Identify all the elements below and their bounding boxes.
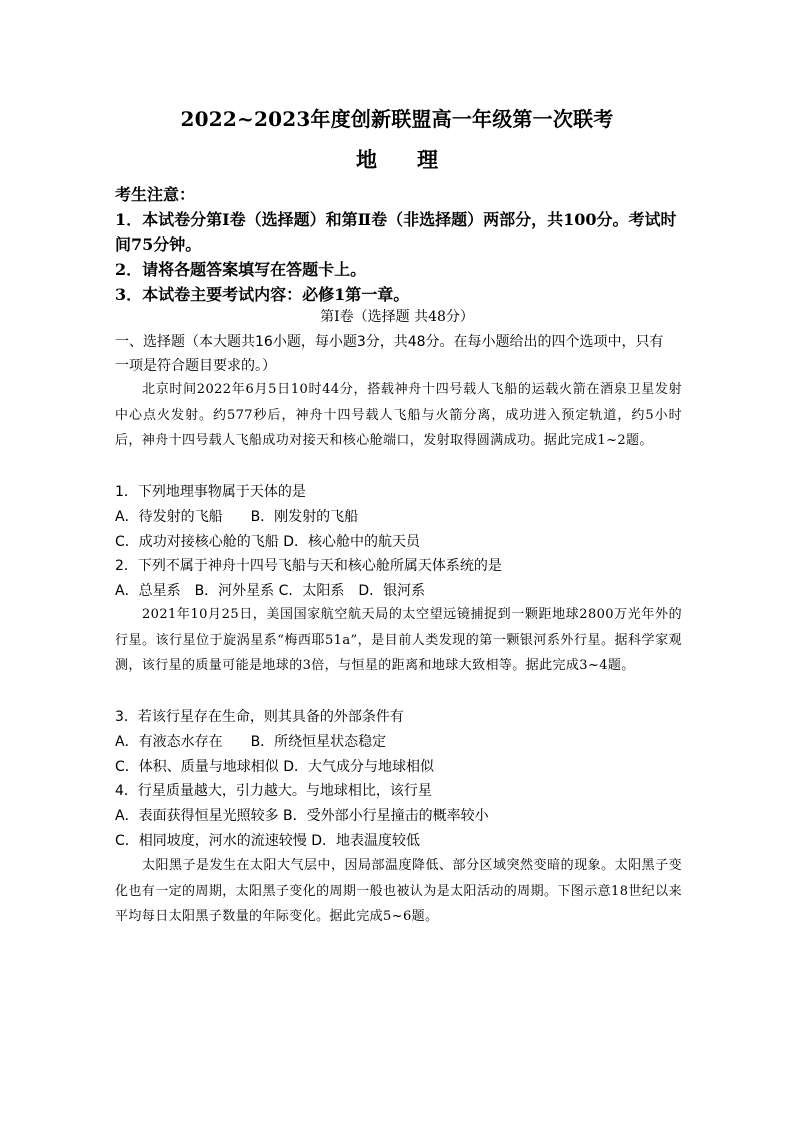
question-1-options-line-2: C．成功对接核心舱的飞船 D．核心舱中的航天员 [115, 534, 421, 550]
question-4-options-line-2: C．相同坡度，河水的流速较慢 D．地表温度较低 [115, 833, 421, 849]
subject-char-1: 地 [356, 147, 377, 172]
question-1-stem: 1．下列地理事物属于天体的是 [115, 484, 306, 500]
question-2-options-line-1: A．总星系 B．河外星系 C．太阳系 D．银河系 [115, 583, 426, 599]
exam-title: 2022~2023年度创新联盟高一年级第一次联考 [180, 107, 614, 131]
notice-heading: 考生注意： [115, 185, 196, 204]
notice-item-2: 2．请将各题答案填写在答题卡上。 [115, 260, 367, 279]
subject-char-2: 理 [417, 147, 438, 172]
question-3-options-line-2: C．体积、质量与地球相似 D．大气成分与地球相似 [115, 759, 435, 775]
question-1-options-line-1: A．待发射的飞船 B．刚发射的飞船 [115, 509, 359, 525]
notice-item-3: 3．本试卷主要考试内容：必修1第一章。 [115, 285, 410, 304]
passage-3: 太阳黑子是发生在太阳大气层中，因局部温度降低、部分区域突然变暗的现象。太阳黑子变化也有一定的周期，太阳黑子变化的周期一般也被认为是太阳活动的周期。下图示意18世纪以来平均每日太阳黑子数量的年际变化。据此完成5~6题。 [115, 858, 682, 924]
question-4-options-line-1: A．表面获得恒星光照较多 B．受外部小行星撞击的概率较小 [115, 808, 489, 824]
notice-item-1-line-1: 1．本试卷分第Ⅰ卷（选择题）和第Ⅱ卷（非选择题）两部分，共100分。考试时 [115, 210, 677, 229]
section-1-intro-line-2: 一项是符合题目要求的。） [115, 358, 276, 374]
passage-1: 北京时间2022年6月5日10时44分，搭载神舟十四号载人飞船的运载火箭在酒泉卫星发射中心点火发射。约577秒后，神舟十四号载人飞船与火箭分离，成功进入预定轨道，约5小时后，神舟十四号载人飞船成功对接天和核心舱端口，发射取得圆满成功。据此完成1~2题。 [115, 382, 682, 448]
question-2-stem: 2．下列不属于神舟十四号飞船与天和核心舱所属天体系统的是 [115, 558, 502, 574]
question-4-stem: 4．行星质量越大，引力越大。与地球相比，该行星 [115, 783, 432, 799]
subject-title [0, 145, 794, 175]
section-1-intro-line-1: 一、选择题（本大题共16小题，每小题3分，共48分。在每小题给出的四个选项中，只有 [115, 334, 664, 350]
notice-item-1-line-2: 间75分钟。 [115, 235, 202, 254]
question-3-stem: 3．若该行星存在生命，则其具备的外部条件有 [115, 709, 404, 725]
section-1-header: 第Ⅰ卷（选择题 共48分） [320, 309, 474, 325]
question-3-options-line-1: A．有液态水存在 B．所绕恒星状态稳定 [115, 734, 387, 750]
passage-2: 2021年10月25日，美国国家航空航天局的太空望远镜捕捉到一颗距地球2800万光年外的行星。该行星位于旋涡星系“梅西耶51a”，是目前人类发现的第一颗银河系外行星。据科学家观测，该行星的质量可能是地球的3倍，与恒星的距离和地球大致相等。据此完成3~4题。 [115, 607, 682, 673]
